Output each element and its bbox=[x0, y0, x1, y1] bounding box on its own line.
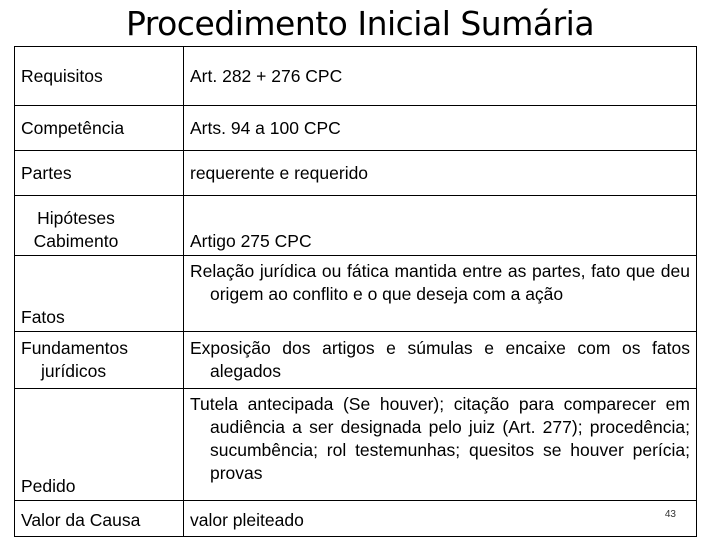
row-label-hipoteses: Hipóteses Cabimento bbox=[33, 208, 119, 251]
row-value-competencia: Arts. 94 a 100 CPC bbox=[184, 106, 697, 151]
row-label-pedido: Pedido bbox=[15, 389, 184, 501]
row-value-fatos: Relação jurídica ou fática mantida entre as partes, fato que deu origem ao conflito e o que deseja com a ação bbox=[190, 261, 690, 304]
row-label-requisitos: Requisitos bbox=[15, 47, 184, 106]
table-row bbox=[15, 47, 697, 106]
page-number: 43 bbox=[664, 509, 676, 520]
table-row bbox=[15, 256, 697, 332]
table-row bbox=[15, 196, 697, 256]
row-label-fatos: Fatos bbox=[15, 256, 184, 332]
row-value-fundamentos: Exposição dos artigos e súmulas e encaixe com os fatos alegados bbox=[190, 338, 690, 381]
row-label-competencia: Competência bbox=[15, 106, 184, 151]
row-value-hipoteses: Artigo 275 CPC bbox=[184, 196, 697, 256]
row-value-pedido: Tutela antecipada (Se houver); citação para comparecer em audiência a ser designada pelo juiz (Art. 277); procedência; sucumbência; rol testemunhas; quesitos se houver perícia; provas bbox=[190, 394, 690, 483]
table-row bbox=[15, 389, 697, 501]
slide-title: Procedimento Inicial Sumária bbox=[125, 4, 595, 43]
row-value-requisitos: Art. 282 + 276 CPC bbox=[184, 47, 697, 106]
row-label-fundamentos: Fundamentos jurídicos bbox=[21, 338, 129, 381]
table-row bbox=[15, 106, 697, 151]
table-row bbox=[15, 332, 697, 389]
summary-table bbox=[14, 46, 697, 537]
row-label-partes: Partes bbox=[15, 151, 184, 196]
row-value-valor-da-causa: valor pleiteado bbox=[184, 501, 697, 537]
row-value-partes: requerente e requerido bbox=[184, 151, 697, 196]
table-row bbox=[15, 501, 697, 537]
table-row bbox=[15, 151, 697, 196]
row-label-valor-da-causa: Valor da Causa bbox=[15, 501, 184, 537]
